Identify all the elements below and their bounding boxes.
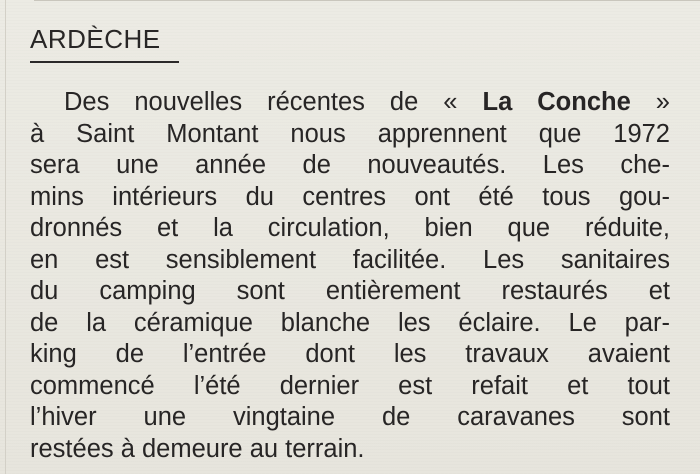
paragraph-line-9: king de l’entrée dont les travaux avaient: [30, 340, 670, 368]
section-heading: ARDÈCHE: [30, 24, 161, 54]
heading-underline: [30, 61, 179, 63]
line1-text-start: Des nouvelles récentes de «: [64, 88, 483, 116]
paragraph-line-5: dronnés et la circulation, bien que réduite,: [30, 214, 670, 242]
paragraph-line-12: restées à demeure au terrain.: [30, 434, 365, 463]
line1-text-end: »: [630, 88, 670, 116]
paragraph-line-1: [30, 87, 670, 119]
paragraph-line-7: du camping sont entièrement restaurés et: [30, 277, 670, 305]
paragraph-line-4: mins intérieurs du centres ont été tous gou-: [30, 182, 670, 211]
paragraph-line-10: commencé l’été dernier est refait et tout: [30, 371, 670, 400]
article-paragraph: [30, 87, 670, 465]
page-top-border: [34, 0, 700, 5]
paragraph-line-6: en est sensiblement facilitée. Les sanitaires: [30, 245, 670, 274]
campsite-name: La Conche: [482, 88, 631, 116]
paragraph-line-11: l’hiver une vingtaine de caravanes sont: [30, 403, 670, 431]
paragraph-line-2: à Saint Montant nous apprennent que 1972: [30, 119, 670, 148]
paragraph-line-3: sera une année de nouveautés. Les che-: [30, 151, 670, 179]
paragraph-line-8: de la céramique blanche les éclaire. Le par-: [30, 308, 670, 337]
page-left-border: [5, 0, 6, 474]
